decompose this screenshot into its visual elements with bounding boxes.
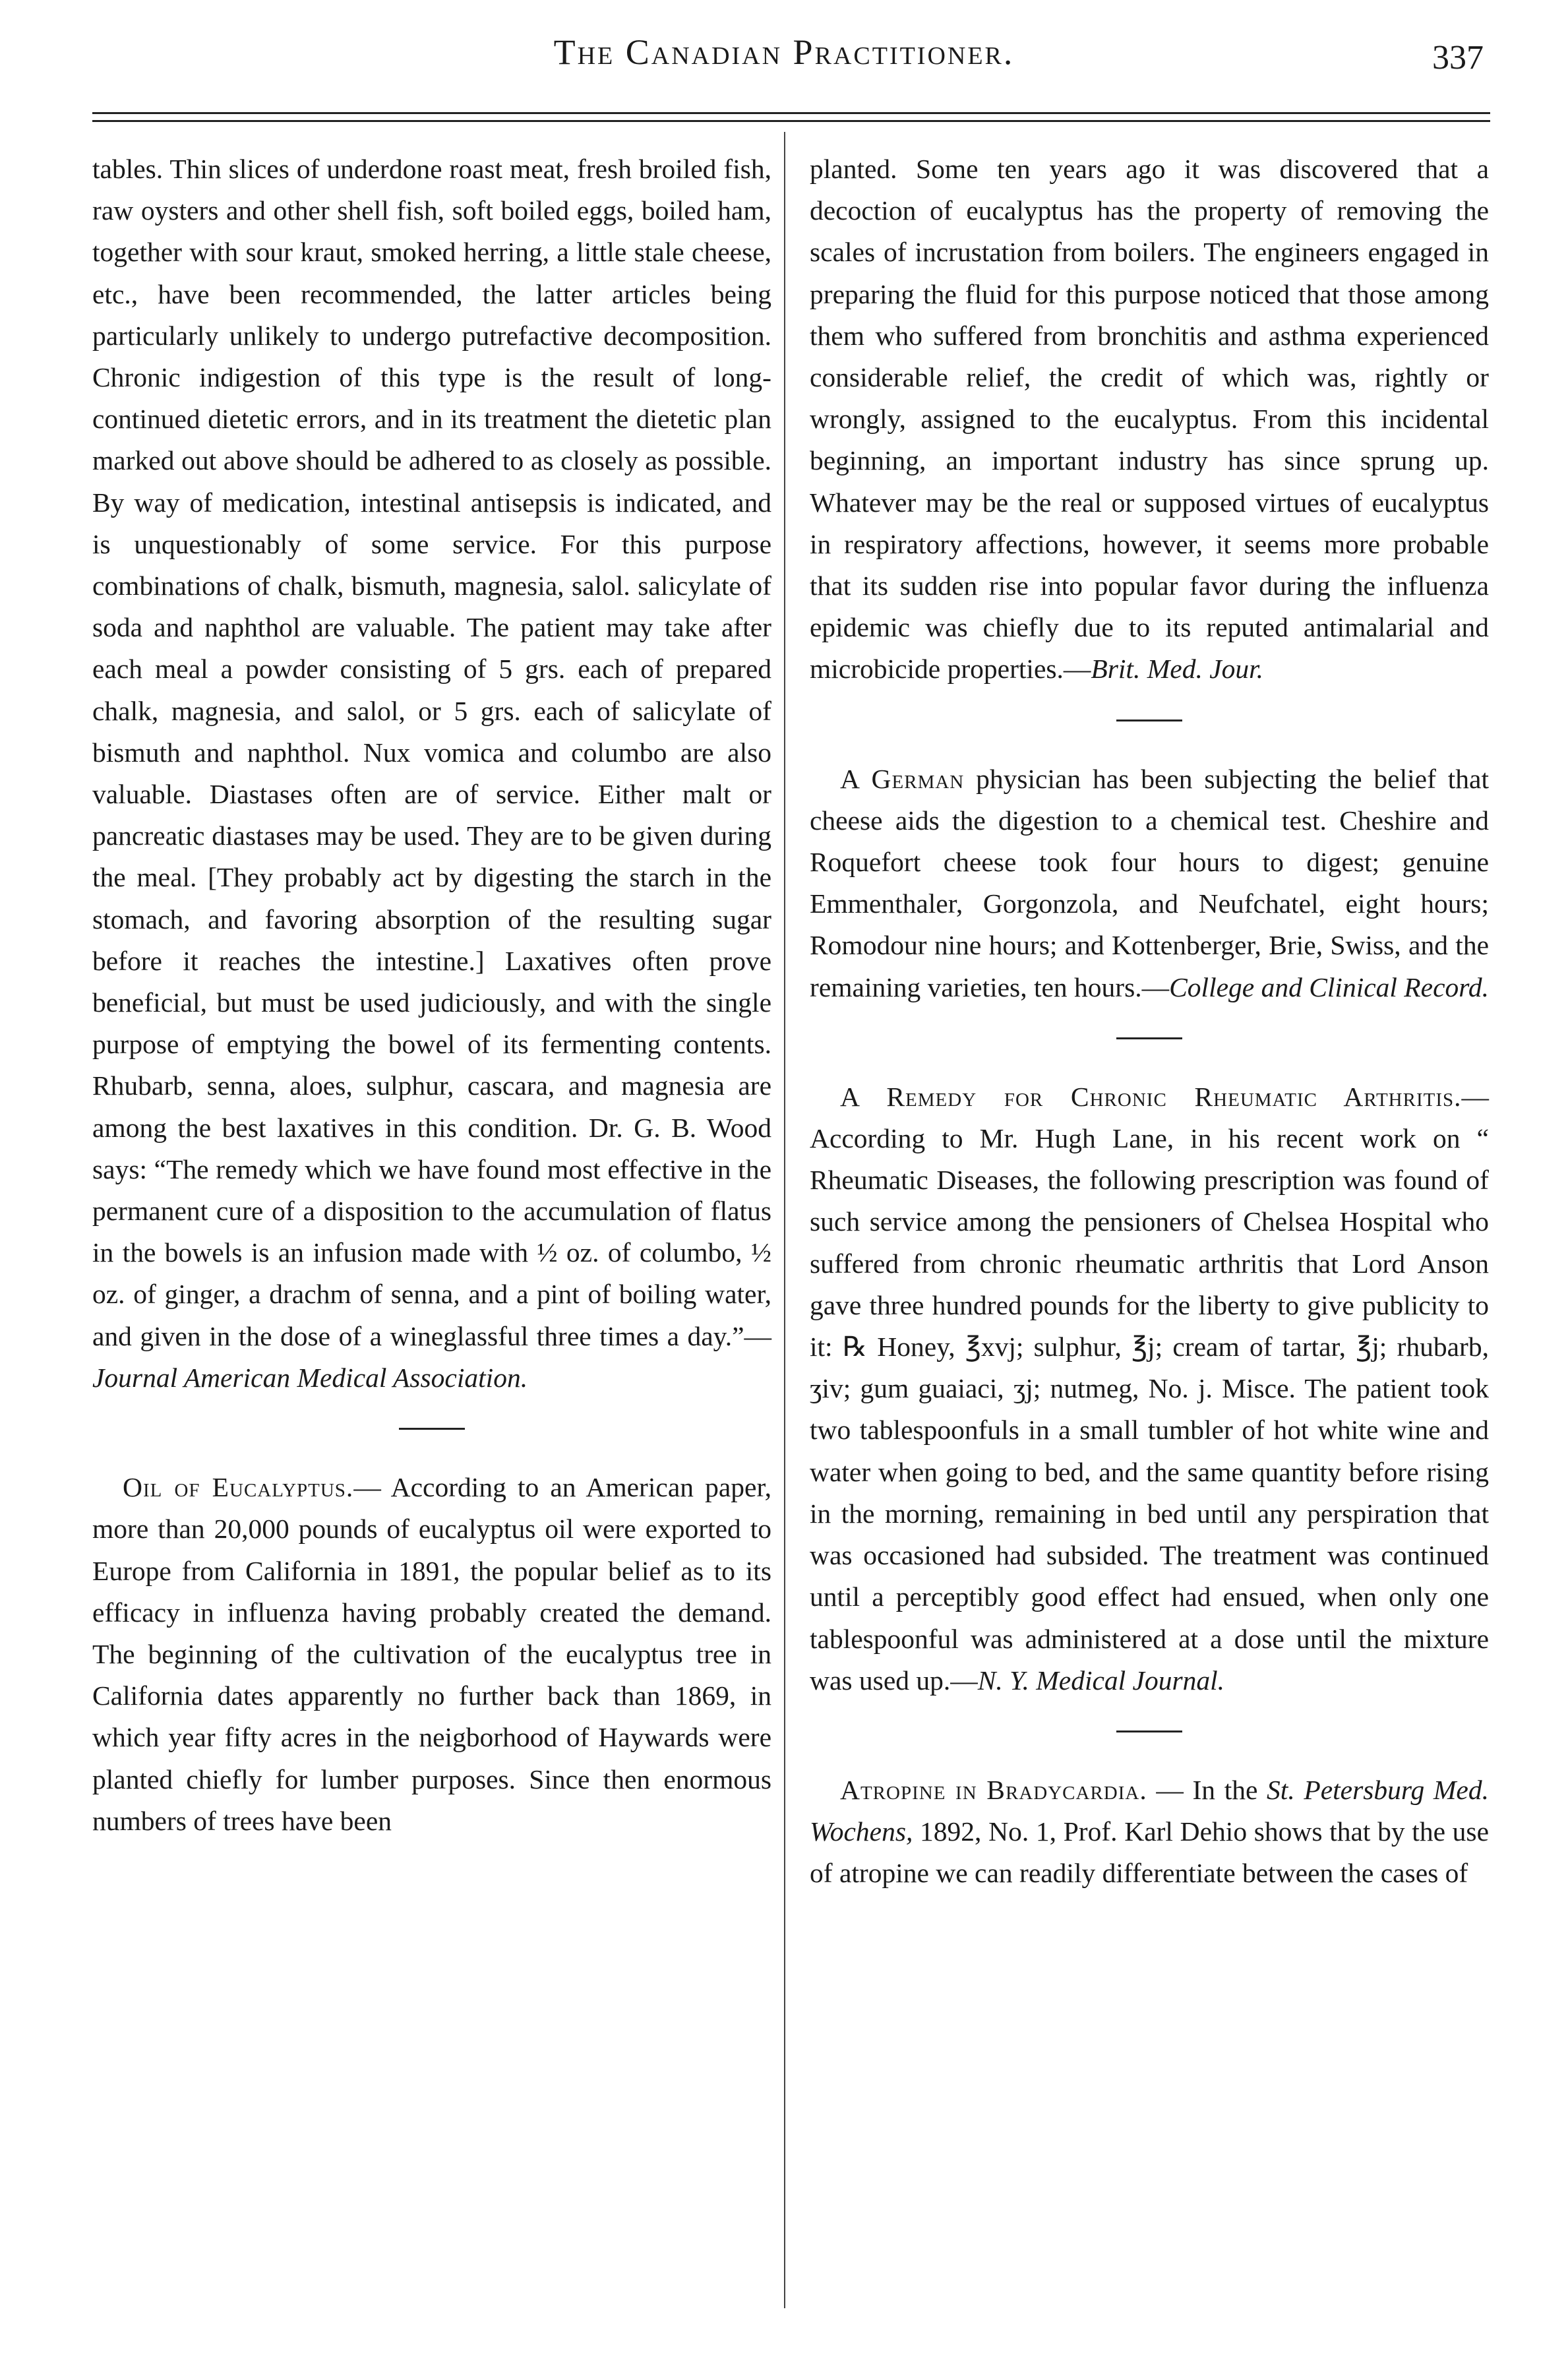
left-column <box>92 148 771 1842</box>
article-separator <box>399 1428 465 1430</box>
header-rule-bottom <box>92 120 1490 122</box>
rheumatic-article <box>810 1076 1489 1701</box>
rheumatic-citation: N. Y. Medical Journal. <box>977 1665 1225 1696</box>
atropine-article <box>810 1769 1489 1895</box>
cheese-article <box>810 758 1489 1008</box>
eucalyptus-continued <box>810 148 1489 690</box>
eucalyptus-heading: Oil of Eucalyptus. <box>123 1472 354 1503</box>
rheumatic-body: —According to Mr. Hugh Lane, in his recent work on “ Rheumatic Diseases, the following prescription was found of such service among the pensioners of Chelsea Hospital who suffered from chronic rheumatic arthritis that Lord Anson gave three hundred pounds for the liberty to give publicity to it: ℞ Honey, ℥xvj; sulphur, ℥j; cream of tartar, ℥j; rhubarb, ʒiv; gum guaiaci, ʒj; nutmeg, No. j. Misce. The patient took two tablespoonfuls in a small tumbler of hot white wine and water when going to bed, and the same quantity before rising in the morning, remaining in bed until any perspiration that was occasioned had subsided. The treatment was continued until a perceptibly good effect had ensued, when only one tablespoonful was administered at a dose until the mixture was used up.— <box>810 1081 1489 1696</box>
article-separator <box>1116 720 1182 721</box>
atropine-body-2: 1892, No. 1, Prof. Karl Dehio shows that by the use of atropine we can readily differentiate between the cases of <box>810 1816 1489 1889</box>
continued-article-citation: Journal American Medical Association. <box>92 1362 528 1393</box>
atropine-journal: St. Petersburg Med. Wochens, <box>810 1774 1489 1847</box>
rheumatic-heading: A Remedy for Chronic Rheumatic Arthritis. <box>840 1081 1462 1112</box>
right-column <box>810 148 1489 1895</box>
running-title: The Canadian Practitioner. <box>553 32 1015 72</box>
cheese-lead: A German <box>840 763 965 794</box>
eucalyptus-citation: Brit. Med. Jour. <box>1091 654 1264 685</box>
eucalyptus-article <box>92 1467 771 1842</box>
atropine-heading: Atropine in Bradycardia. <box>840 1774 1147 1805</box>
eucalyptus-continued-text: planted. Some ten years ago it was discovered that a decoction of eucalyptus has the property of removing the scales of incrustation from boilers. The engineers engaged in preparing the fluid for this purpose noticed that those among them who suffered from bronchitis and asthma experienced considerable relief, the credit of which was, rightly or wrongly, assigned to the eucalyptus. From this incidental beginning, an important industry has since sprung up. Whatever may be the real or supposed virtues of eucalyptus in respiratory affections, however, it seems more probable that its sudden rise into popular favor during the influenza epidemic was chiefly due to its reputed antimalarial and microbicide properties.— <box>810 154 1489 685</box>
article-separator <box>1116 1731 1182 1732</box>
cheese-citation: College and Clinical Record. <box>1169 971 1489 1002</box>
continued-article <box>92 148 771 1399</box>
cheese-body: physician has been subjecting the belief that cheese aids the digestion to a chemical test. Cheshire and Roquefort cheese took four hours to digest; genuine Emmenthaler, Gorgonzola, and Neufchatel, eight hours; Romodour nine hours; and Kottenberger, Brie, Swiss, and the remaining varieties, ten hours.— <box>810 763 1489 1002</box>
page-number: 337 <box>1432 39 1484 77</box>
eucalyptus-body: — According to an American paper, more than 20,000 pounds of eucalyptus oil were exported to Europe from California in 1891, the popular belief as to its efficacy in influenza having probably created the demand. The beginning of the cultivation of the eucalyptus tree in California dates apparently no further back than 1869, in which year fifty acres in the neigborhood of Haywards were planted chiefly for lumber purposes. Since then enormous numbers of trees have been <box>92 1472 771 1836</box>
header-rule-top <box>92 112 1490 114</box>
article-separator <box>1116 1037 1182 1039</box>
continued-article-text: tables. Thin slices of underdone roast meat, fresh broiled fish, raw oysters and other shell fish, soft boiled eggs, boiled ham, together with sour kraut, smoked herring, a little stale cheese, etc., have been recommended, the latter articles being particularly unlikely to undergo putrefactive decomposition. Chronic indigestion of this type is the result of long-continued dietetic errors, and in its treatment the dietetic plan marked out above should be adhered to as closely as possible. By way of medication, intestinal antisepsis is indicated, and is unquestionably of some service. For this purpose combinations of chalk, bismuth, magnesia, salol. salicylate of soda and naphthol are valuable. The patient may take after each meal a powder consisting of 5 grs. each of prepared chalk, magnesia, and salol, or 5 grs. each of salicylate of bismuth and naphthol. Nux vomica and columbo are also valuable. Diastases often are of service. Either malt or pancreatic diastases may be used. They are to be given during the meal. [They probably act by digesting the starch in the stomach, and favoring absorption of the resulting sugar before it reaches the intestine.] Laxatives often prove beneficial, but must be used judiciously, and with the single purpose of emptying the bowel of its fermenting contents. Rhubarb, senna, aloes, sulphur, cascara, and magnesia are among the best laxatives in this condition. Dr. G. B. Wood says: “The remedy which we have found most effective in the permanent cure of a disposition to the accumulation of flatus in the bowels is an infusion made with ½ oz. of columbo, ½ oz. of ginger, a drachm of senna, and a pint of boiling water, and given in the dose of a wineglassful three times a day.”— <box>92 154 771 1351</box>
atropine-body-1: — In the <box>1147 1774 1267 1805</box>
column-divider <box>784 132 785 2308</box>
